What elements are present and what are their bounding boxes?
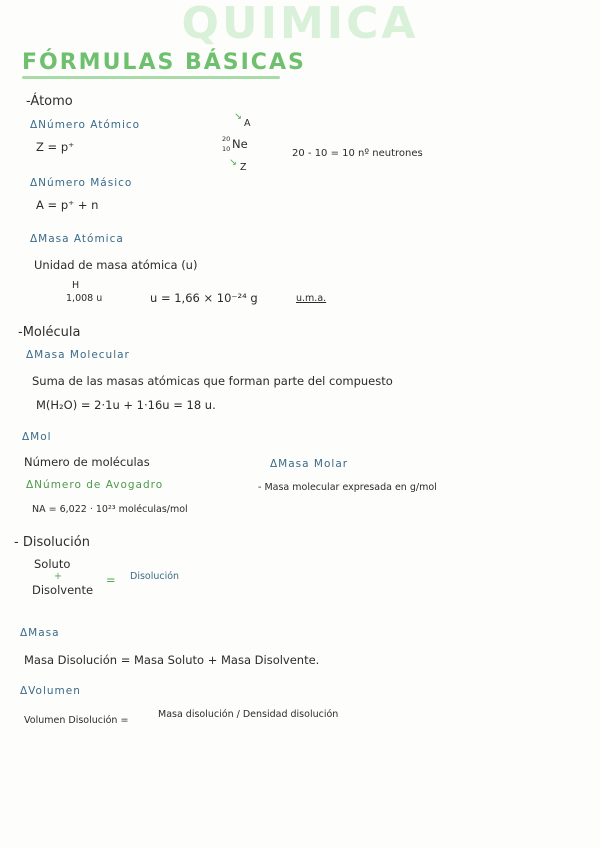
isotope-arrow-z: ↘: [229, 157, 237, 168]
isotope-arrow-a: ↘: [234, 111, 242, 122]
volumen-formula-right: Masa disolución / Densidad disolución: [158, 709, 339, 720]
volumen-formula-left: Volumen Disolución =: [24, 715, 129, 726]
masa-atomica-label: ΔMasa Atómica: [30, 233, 124, 245]
neutron-calc: 20 - 10 = 10 nº neutrones: [292, 148, 423, 159]
disolucion-result: Disolución: [130, 571, 180, 582]
masa-molecular-text: Suma de las masas atómicas que forman parte del compuesto: [32, 374, 393, 388]
equals-sign: =: [106, 573, 116, 587]
masa-label: ΔMasa: [20, 627, 60, 639]
numero-atomico-formula: Z = p⁺: [36, 140, 75, 154]
page-title: QUIMICA: [181, 0, 419, 49]
heading-underline: [22, 76, 280, 79]
section-heading: FÓRMULAS BÁSICAS: [22, 50, 306, 75]
isotope-a-value: 20: [222, 135, 231, 143]
masa-molar-text: - Masa molecular expresada en g/mol: [258, 482, 437, 493]
molecula-label: -Molécula: [18, 325, 81, 340]
masa-atomica-text: Unidad de masa atómica (u): [34, 258, 198, 272]
disolvente-label: Disolvente: [32, 583, 94, 597]
hydrogen-symbol: H: [72, 280, 80, 291]
isotope-z-label: Z: [240, 162, 247, 173]
hydrogen-mass: 1,008 u: [66, 293, 103, 304]
masa-molar-label: ΔMasa Molar: [270, 458, 349, 470]
atomo-label: -Átomo: [26, 94, 73, 109]
masa-formula: Masa Disolución = Masa Soluto + Masa Disolvente.: [24, 653, 320, 667]
isotope-z-value: 10: [222, 145, 231, 153]
soluto-label: Soluto: [34, 557, 71, 571]
mol-label: ΔMol: [22, 431, 52, 443]
avogadro-value: NA = 6,022 · 10²³ moléculas/mol: [32, 504, 188, 515]
numero-masico-formula: A = p⁺ + n: [36, 198, 99, 212]
plus-sign: +: [54, 571, 62, 582]
isotope-symbol: Ne: [232, 137, 248, 151]
numero-masico-label: ΔNúmero Másico: [30, 177, 133, 189]
masa-molecular-label: ΔMasa Molecular: [26, 349, 130, 361]
masa-molecular-example: M(H₂O) = 2·1u + 1·16u = 18 u.: [36, 398, 216, 412]
volumen-label: ΔVolumen: [20, 685, 81, 697]
numero-atomico-label: ΔNúmero Atómico: [30, 119, 141, 131]
uma-label: u.m.a.: [296, 293, 327, 304]
avogadro-label: ΔNúmero de Avogadro: [26, 479, 164, 491]
mol-text: Número de moléculas: [24, 455, 150, 469]
isotope-a-label: A: [244, 118, 251, 129]
atomic-mass-unit: u = 1,66 × 10⁻²⁴ g: [150, 291, 258, 305]
disolucion-label: - Disolución: [14, 535, 90, 550]
